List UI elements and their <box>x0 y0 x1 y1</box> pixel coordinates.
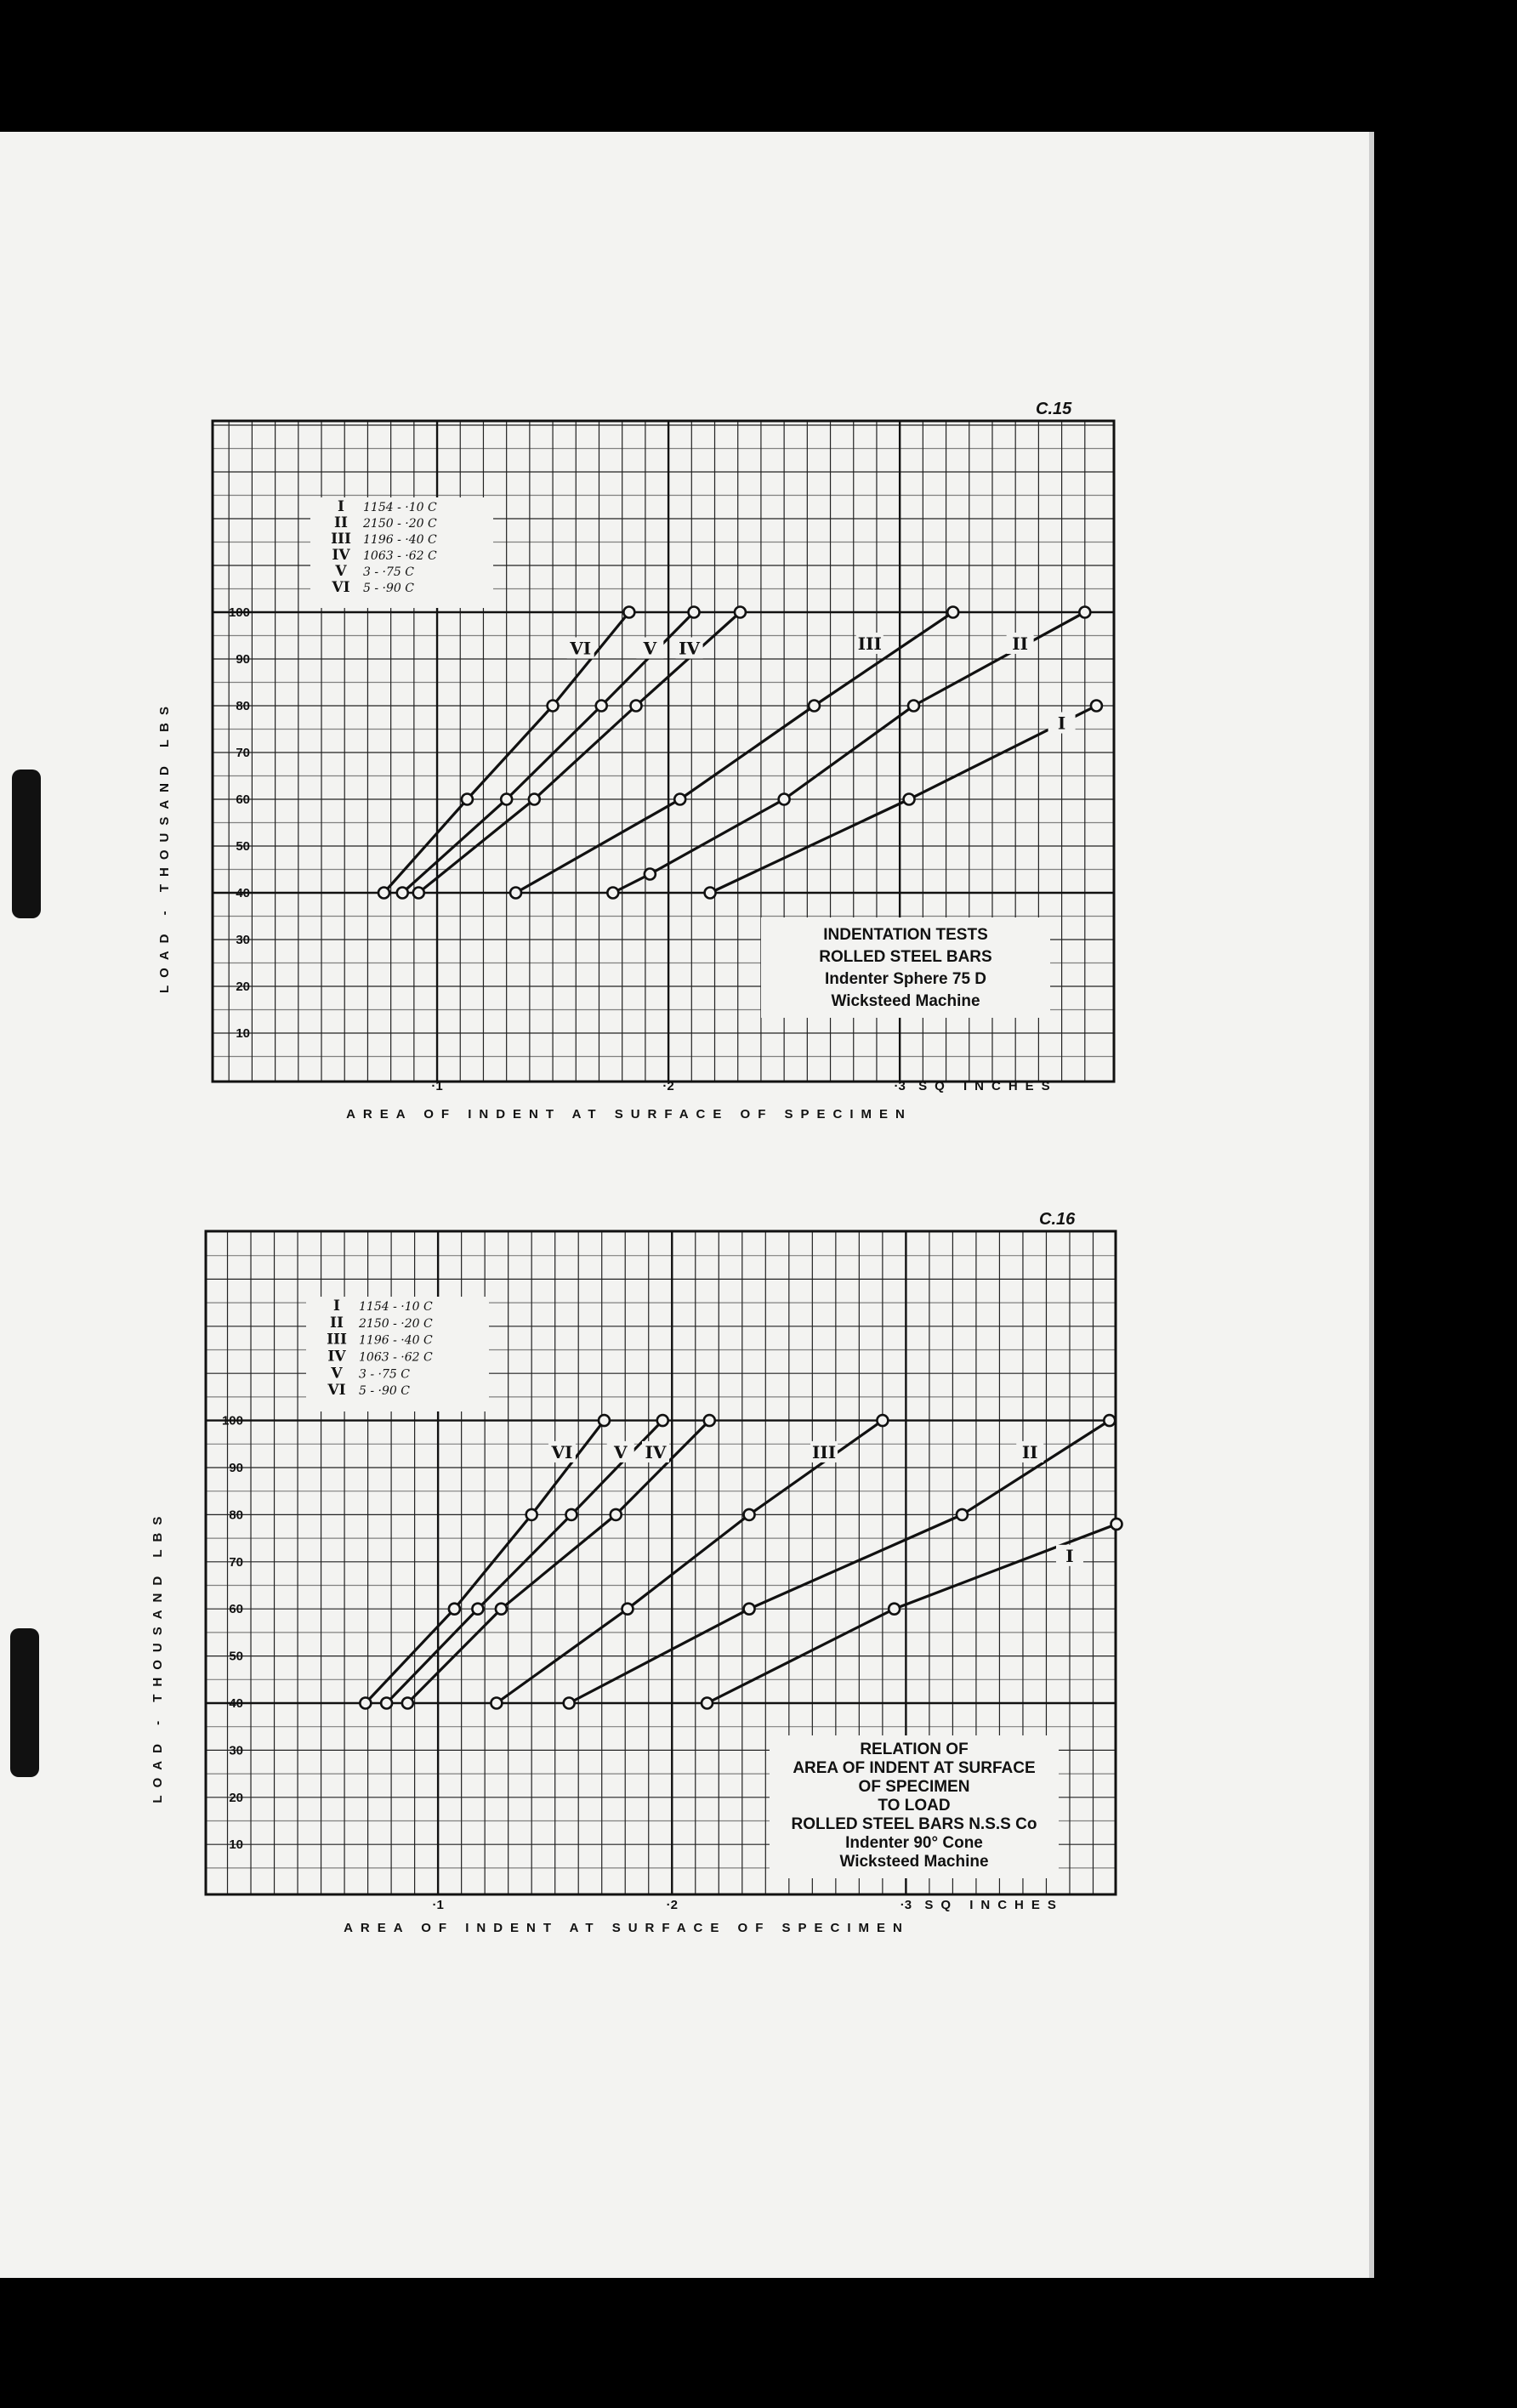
chart1-legend-numeral: VI <box>332 579 350 596</box>
chart1-y-tick-label: 20 <box>236 980 250 994</box>
chart1-series-label-III: III <box>857 633 882 654</box>
chart2-legend-entry: 3 - ·75 C <box>359 1367 410 1382</box>
chart1-data-point-IV <box>735 607 746 618</box>
chart1-y-tick-label: 60 <box>236 792 250 807</box>
chart2-y-tick-label: 100 <box>221 1413 243 1428</box>
chart1-data-point-IV <box>529 794 540 805</box>
chart1-data-point-VI <box>623 607 634 618</box>
chart1-legend-numeral: II <box>334 514 348 531</box>
chart1-y-tick-label: 40 <box>236 886 250 900</box>
chart1-data-point-V <box>596 701 607 712</box>
chart1-y-tick-label: 100 <box>228 605 250 620</box>
chart2-data-point-VI <box>449 1604 460 1615</box>
chart1-data-point-II <box>645 869 656 880</box>
chart2-y-tick-label: 30 <box>229 1743 243 1758</box>
chart2-series-line-I <box>707 1524 1116 1703</box>
chart1-data-point-VI <box>378 888 389 899</box>
chart2-data-point-IV <box>704 1415 715 1426</box>
chart2-x-tick-label: ·3 <box>900 1898 912 1912</box>
chart2-y-tick-label: 40 <box>229 1696 243 1711</box>
chart1-title-line: Wicksteed Machine <box>831 992 980 1010</box>
chart2-y-tick-label: 60 <box>229 1602 243 1617</box>
chart1-legend-numeral: V <box>335 563 347 580</box>
chart1-series-label-V: V <box>643 638 657 659</box>
chart1-data-point-V <box>397 888 408 899</box>
chart1-legend-entry: 1063 - ·62 C <box>363 549 437 563</box>
chart1-legend-entry: 1196 - ·40 C <box>363 533 437 547</box>
chart2-y-axis-label: LOAD - THOUSAND LBS <box>151 1508 165 1803</box>
chart1-data-point-V <box>501 794 512 805</box>
chart1-legend-entry: 1154 - ·10 C <box>363 501 437 514</box>
chart2-x-unit-label: SQ INCHES <box>924 1898 1064 1912</box>
chart1-series-label-I: I <box>1057 713 1066 734</box>
chart2-title-line: Indenter 90° Cone <box>845 1834 983 1852</box>
chart2-data-point-V <box>472 1604 483 1615</box>
chart2-title-line: Wicksteed Machine <box>839 1853 989 1871</box>
chart1-series-label-II: II <box>1012 633 1028 654</box>
chart1-y-tick-label: 30 <box>236 933 250 947</box>
chart2-series-label-I: I <box>1065 1545 1074 1566</box>
chart2-legend-numeral: VI <box>327 1382 346 1400</box>
chart2-legend-entry: 1063 - ·62 C <box>359 1350 433 1365</box>
chart2-legend-numeral: IV <box>327 1348 346 1366</box>
chart2-x-tick-label: ·1 <box>432 1898 444 1912</box>
chart2-y-tick-label: 20 <box>229 1790 243 1805</box>
chart1-y-axis-label: LOAD - THOUSAND LBS <box>157 699 172 993</box>
chart2-data-point-VI <box>599 1415 610 1426</box>
chart2-legend-numeral: V <box>331 1365 343 1383</box>
chart1-y-tick-label: 90 <box>236 652 250 667</box>
chart1-x-tick-label: ·2 <box>662 1079 674 1093</box>
chart1-y-tick-label: 80 <box>236 699 250 713</box>
chart1-y-tick-label: 70 <box>236 746 250 760</box>
chart1-y-tick-label: 10 <box>236 1026 250 1041</box>
chart1-y-tick-label: 50 <box>236 839 250 854</box>
chart1-legend-entry: 5 - ·90 C <box>363 582 414 595</box>
chart2-figure-id: C.16 <box>1039 1210 1076 1229</box>
chart2-data-point-IV <box>611 1509 622 1520</box>
chart2-title-line: ROLLED STEEL BARS N.S.S Co <box>791 1815 1037 1833</box>
chart1-title-line: ROLLED STEEL BARS <box>819 948 992 966</box>
chart1-data-point-V <box>689 607 700 618</box>
chart2-data-point-III <box>744 1509 755 1520</box>
chart2-data-point-I <box>702 1698 713 1709</box>
chart1-data-point-IV <box>631 701 642 712</box>
chart1-data-point-IV <box>413 888 424 899</box>
chart2-y-tick-label: 80 <box>229 1508 243 1523</box>
chart1-data-point-VI <box>548 701 559 712</box>
chart2-y-tick-label: 70 <box>229 1554 243 1570</box>
chart2-legend-entry: 2150 - ·20 C <box>359 1316 433 1331</box>
chart2-data-point-VI <box>526 1509 537 1520</box>
chart2-title-line: TO LOAD <box>878 1797 951 1815</box>
chart1-data-point-VI <box>462 794 473 805</box>
chart1-x-tick-label: ·3 <box>894 1079 906 1093</box>
chart2-series-label-VI: VI <box>551 1441 573 1462</box>
chart2-title-line: AREA OF INDENT AT SURFACE <box>793 1759 1036 1777</box>
chart2-data-point-II <box>744 1604 755 1615</box>
chart2-title-line: OF SPECIMEN <box>858 1778 970 1796</box>
chart2-data-point-II <box>1104 1415 1115 1426</box>
chart2-data-point-I <box>1111 1519 1122 1530</box>
chart1-data-point-III <box>947 607 958 618</box>
chart1-data-point-II <box>779 794 790 805</box>
chart2-data-point-V <box>565 1509 577 1520</box>
chart2-series-label-II: II <box>1021 1441 1038 1462</box>
chart1-series-label-IV: IV <box>679 638 701 659</box>
chart2-legend-numeral: I <box>333 1298 340 1315</box>
chart1-data-point-III <box>809 701 820 712</box>
chart2-x-axis-label: AREA OF INDENT AT SURFACE OF SPECIMEN <box>344 1921 910 1935</box>
chart1-data-point-II <box>908 701 919 712</box>
chart2-y-tick-label: 50 <box>229 1649 243 1664</box>
chart1-title-line: Indenter Sphere 75 D <box>824 970 987 988</box>
chart1-x-tick-label: ·1 <box>431 1079 443 1093</box>
chart2-series-label-III: III <box>812 1441 837 1462</box>
chart2-data-point-V <box>657 1415 668 1426</box>
chart2-data-point-III <box>491 1698 502 1709</box>
chart1-x-axis-label: AREA OF INDENT AT SURFACE OF SPECIMEN <box>346 1107 912 1122</box>
chart2-data-point-V <box>381 1698 392 1709</box>
chart2-data-point-I <box>889 1604 900 1615</box>
chart2-y-tick-label: 10 <box>229 1837 243 1853</box>
chart1-legend-entry: 3 - ·75 C <box>363 565 414 579</box>
chart1-data-point-II <box>607 888 618 899</box>
chart2-legend-entry: 1154 - ·10 C <box>359 1300 433 1314</box>
chart1-x-unit-label: SQ INCHES <box>918 1079 1058 1093</box>
chart2-legend-entry: 1196 - ·40 C <box>359 1333 433 1348</box>
chart2-legend-numeral: III <box>327 1331 347 1349</box>
chart1-data-point-III <box>510 888 521 899</box>
chart2-data-point-IV <box>496 1604 507 1615</box>
chart1-series-label-VI: VI <box>570 638 592 659</box>
chart1-legend-numeral: III <box>331 531 351 548</box>
chart1-legend-entry: 2150 - ·20 C <box>363 517 437 531</box>
chart1-data-point-I <box>904 794 915 805</box>
chart2-data-point-VI <box>360 1698 371 1709</box>
chart2-data-point-IV <box>402 1698 413 1709</box>
chart1-data-point-III <box>674 794 685 805</box>
chart2-series-label-IV: IV <box>645 1441 667 1462</box>
chart1-data-point-I <box>1091 701 1102 712</box>
chart2-legend-numeral: II <box>330 1314 344 1332</box>
chart2-legend-entry: 5 - ·90 C <box>359 1384 410 1399</box>
chart2-data-point-II <box>957 1509 968 1520</box>
chart1-data-point-I <box>705 888 716 899</box>
chart2-x-tick-label: ·2 <box>666 1898 678 1912</box>
chart1-title-line: INDENTATION TESTS <box>823 926 988 944</box>
chart2-data-point-III <box>622 1604 633 1615</box>
chart2-title-line: RELATION OF <box>860 1741 969 1758</box>
chart2-y-tick-label: 90 <box>229 1461 243 1475</box>
chart2-data-point-II <box>564 1698 575 1709</box>
chart2-series-label-V: V <box>613 1441 628 1462</box>
chart1-data-point-II <box>1079 607 1090 618</box>
chart1-legend-numeral: IV <box>332 547 350 564</box>
chart1-legend-numeral: I <box>338 498 344 515</box>
chart1-figure-id: C.15 <box>1036 400 1072 418</box>
chart2-data-point-III <box>877 1415 888 1426</box>
